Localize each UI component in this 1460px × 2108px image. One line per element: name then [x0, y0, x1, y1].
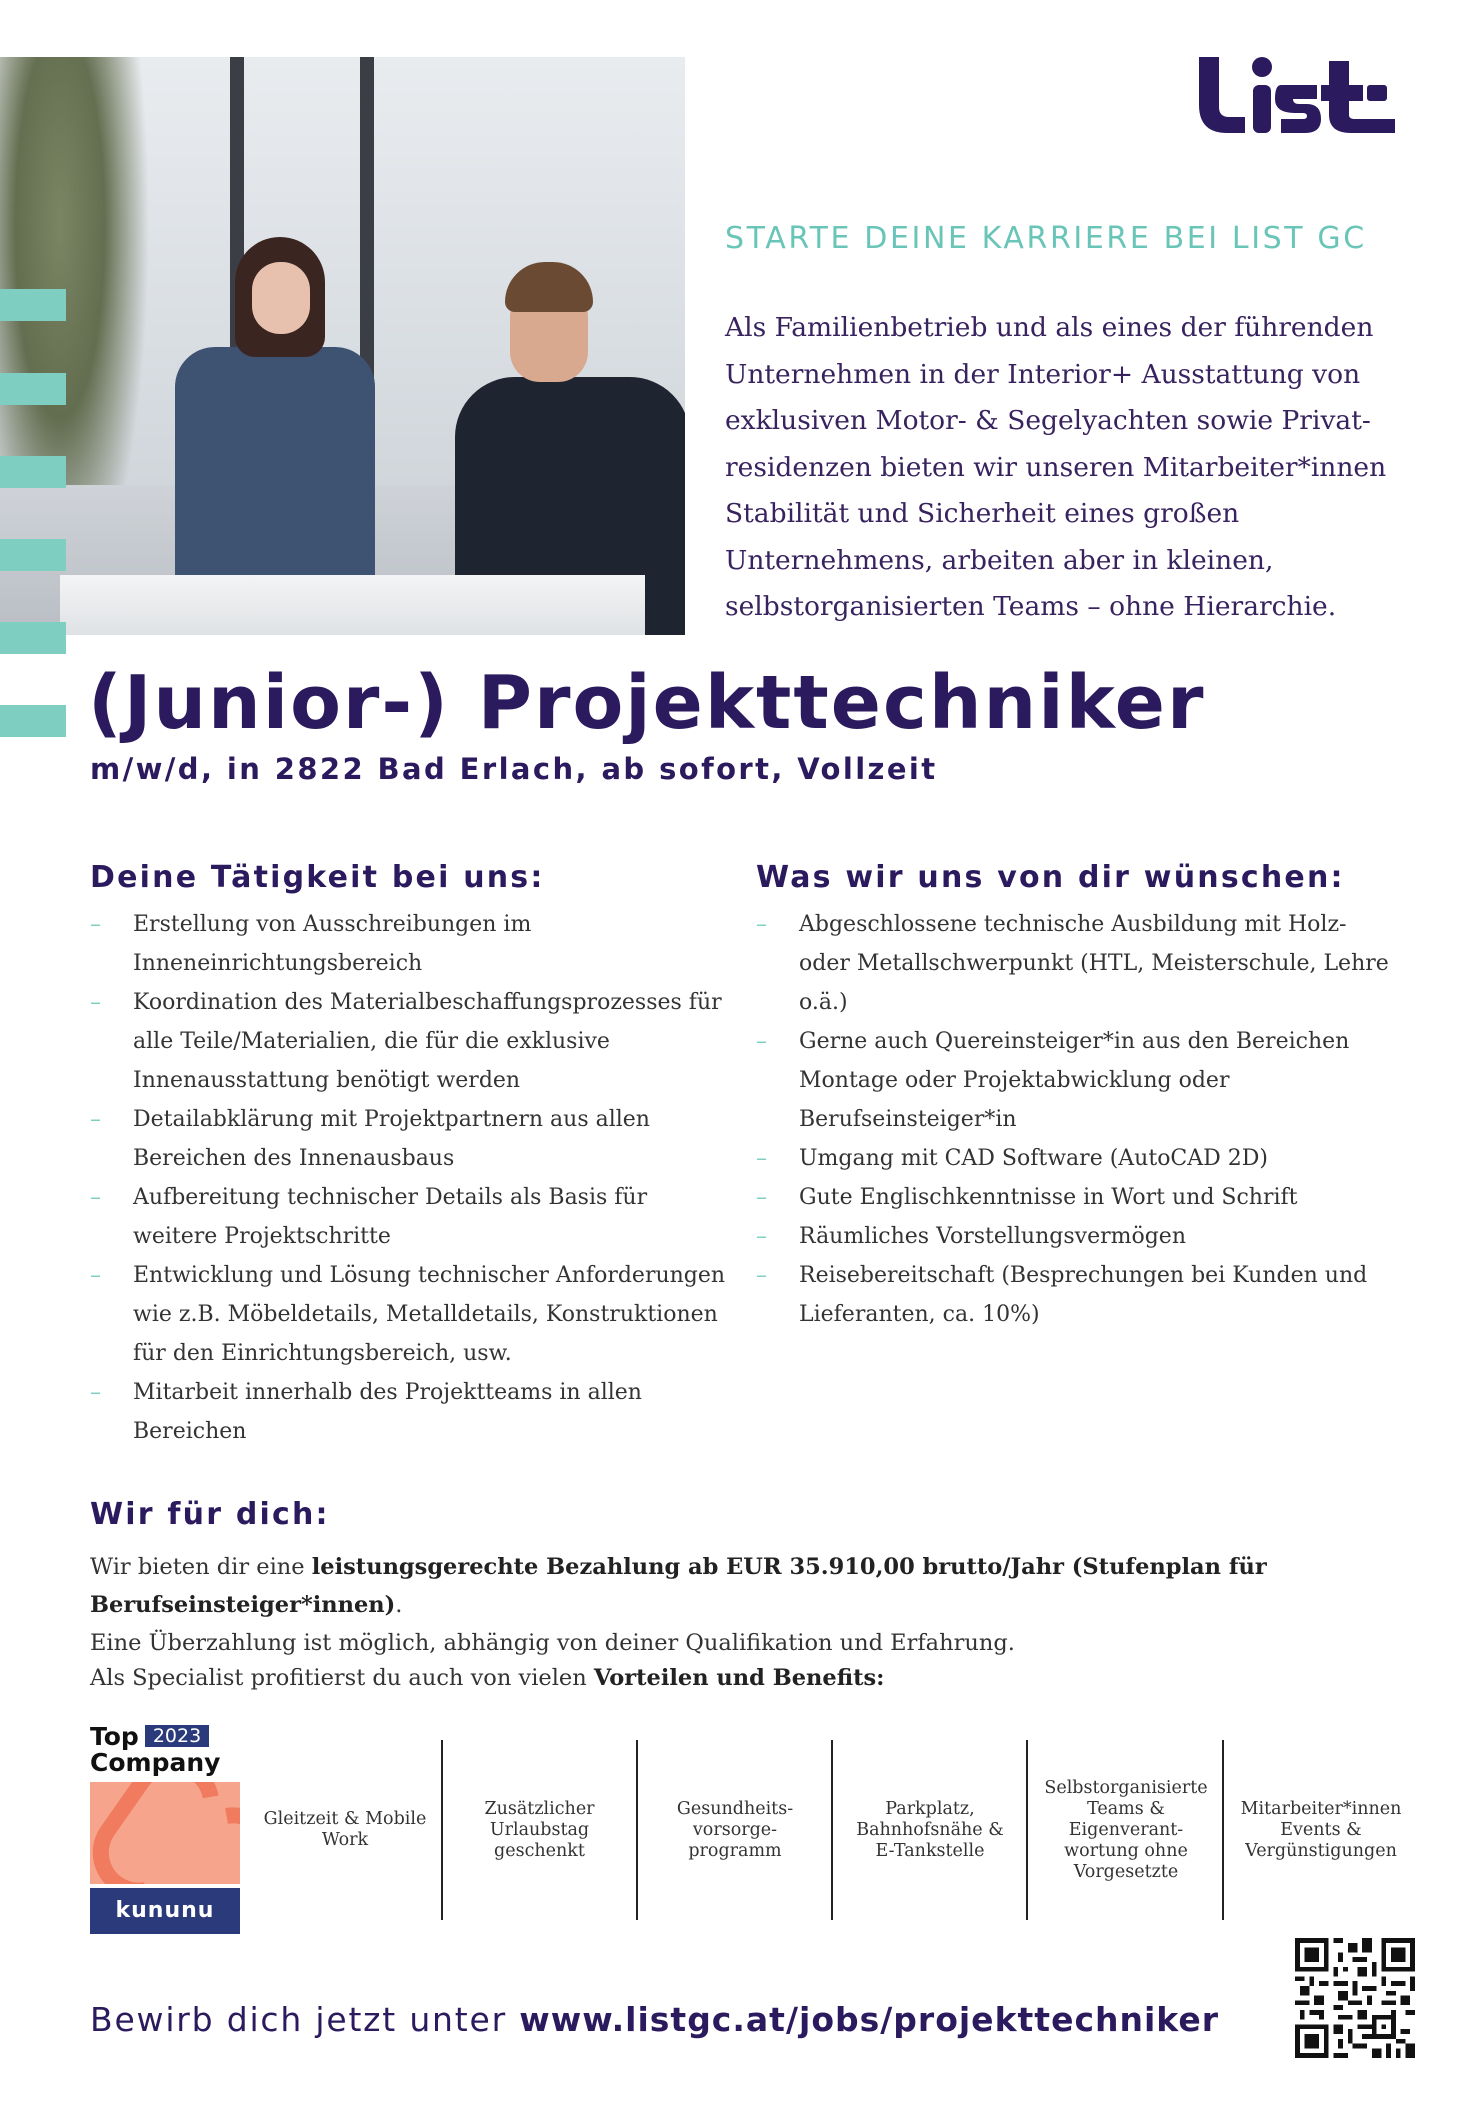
requirements-list	[756, 905, 1396, 1334]
overpay-note: Eine Überzahlung ist möglich, abhängig von deiner Qualifikation und Erfahrung.	[90, 1630, 1015, 1656]
badge-artwork	[90, 1782, 240, 1884]
list-item: – Koordination des Materialbeschaffungsprozesses für alle Teile/Materialien, die für die exklusive Innenausstattung benötigt werden	[90, 983, 730, 1100]
divider	[636, 1740, 638, 1920]
list-logo	[1195, 55, 1415, 135]
benefits-intro: Als Specialist profitierst du auch von vielen Vorteilen und Benefits:	[90, 1665, 885, 1691]
benefit-item: Mitarbeiter*innen Events & Vergünstigungen	[1240, 1798, 1402, 1861]
list-item: – Räumliches Vorstellungsvermögen	[756, 1217, 1396, 1256]
list-item: – Umgang mit CAD Software (AutoCAD 2D)	[756, 1139, 1396, 1178]
list-item: – Detailabklärung mit Projektpartnern aus allen Bereichen des Innenausbaus	[90, 1100, 730, 1178]
tasks-list	[90, 905, 730, 1451]
benefit-item: Parkplatz, Bahnhofsnähe & E-Tankstelle	[856, 1798, 1004, 1861]
job-subtitle: m/w/d, in 2822 Bad Erlach, ab sofort, Vollzeit	[90, 752, 938, 786]
salary-highlight: leistungsgerechte Bezahlung ab EUR 35.910,00 brutto/Jahr (Stufenplan für Berufseinsteiger*innen)	[90, 1554, 1267, 1618]
benefit-item: Zusätzlicher Urlaubstag geschenkt	[484, 1798, 595, 1861]
qr-code[interactable]	[1295, 1938, 1415, 2058]
list-item: – Mitarbeit innerhalb des Projektteams in allen Bereichen	[90, 1373, 730, 1451]
salary-text: Wir bieten dir eine leistungsgerechte Bezahlung ab EUR 35.910,00 brutto/Jahr (Stufenplan für Berufseinsteiger*innen). Eine Überzahlung ist möglich, abhängig von deiner Qualifikation und Erfahrung.	[90, 1554, 1267, 1656]
benefit-item: Gesundheits-vorsorge-programm	[676, 1798, 794, 1861]
intro-text: Als Familienbetrieb und als eines der führenden Unternehmen in der Interior+ Ausstattung von exklusiven Motor- & Segelyachten sowie Privat-residenzen bieten wir unseren Mitarbeiter*innen Stabilität und Sicherheit eines großen Unternehmens, arbeiten aber in kleinen, selbstorganisierten Teams – ohne Hierarchie.	[725, 312, 1387, 622]
top-company-badge: Top 2023 Company kununu	[90, 1724, 242, 1934]
offer-heading: Wir für dich:	[90, 1497, 330, 1532]
job-title: (Junior-) Projekttechniker	[88, 660, 1206, 746]
badge-year: 2023	[145, 1725, 209, 1747]
decor-stripe	[0, 622, 66, 654]
divider	[441, 1740, 443, 1920]
kununu-logo: kununu	[90, 1888, 240, 1934]
tasks-heading: Deine Tätigkeit bei uns:	[90, 860, 545, 895]
kicker-heading: STARTE DEINE KARRIERE BEI LIST GC	[725, 221, 1367, 256]
list-item: – Gerne auch Quereinsteiger*in aus den Bereichen Montage oder Projektabwicklung oder Berufseinsteiger*in	[756, 1022, 1396, 1139]
benefit-item: Selbstorganisierte Teams & Eigenverant-wortung ohne Vorgesetzte	[1044, 1777, 1208, 1882]
list-item: – Abgeschlossene technische Ausbildung mit Holz- oder Metallschwerpunkt (HTL, Meisterschule, Lehre o.ä.)	[756, 905, 1396, 1022]
hero-photo	[0, 57, 685, 635]
decor-stripe	[0, 456, 66, 488]
decor-stripe	[0, 705, 66, 737]
apply-cta: Bewirb dich jetzt unter www.listgc.at/jobs/projekttechniker	[90, 2000, 1220, 2039]
benefit-item: Gleitzeit & Mobile Work	[263, 1809, 427, 1850]
divider	[1222, 1740, 1224, 1920]
list-item: – Aufbereitung technischer Details als Basis für weitere Projektschritte	[90, 1178, 730, 1256]
divider	[1026, 1740, 1028, 1920]
decor-stripe	[0, 373, 66, 405]
list-item: – Gute Englischkenntnisse in Wort und Schrift	[756, 1178, 1396, 1217]
decor-stripe	[0, 539, 66, 571]
apply-link[interactable]: www.listgc.at/jobs/projekttechniker	[519, 2000, 1220, 2039]
list-item: – Erstellung von Ausschreibungen im Inneneinrichtungsbereich	[90, 905, 730, 983]
requirements-heading: Was wir uns von dir wünschen:	[756, 860, 1345, 895]
list-item: – Reisebereitschaft (Besprechungen bei Kunden und Lieferanten, ca. 10%)	[756, 1256, 1396, 1334]
decor-stripe	[0, 289, 66, 321]
list-item: – Entwicklung und Lösung technischer Anforderungen wie z.B. Möbeldetails, Metalldetails, Konstruktionen für den Einrichtungsbereich, usw.	[90, 1256, 730, 1373]
divider	[831, 1740, 833, 1920]
